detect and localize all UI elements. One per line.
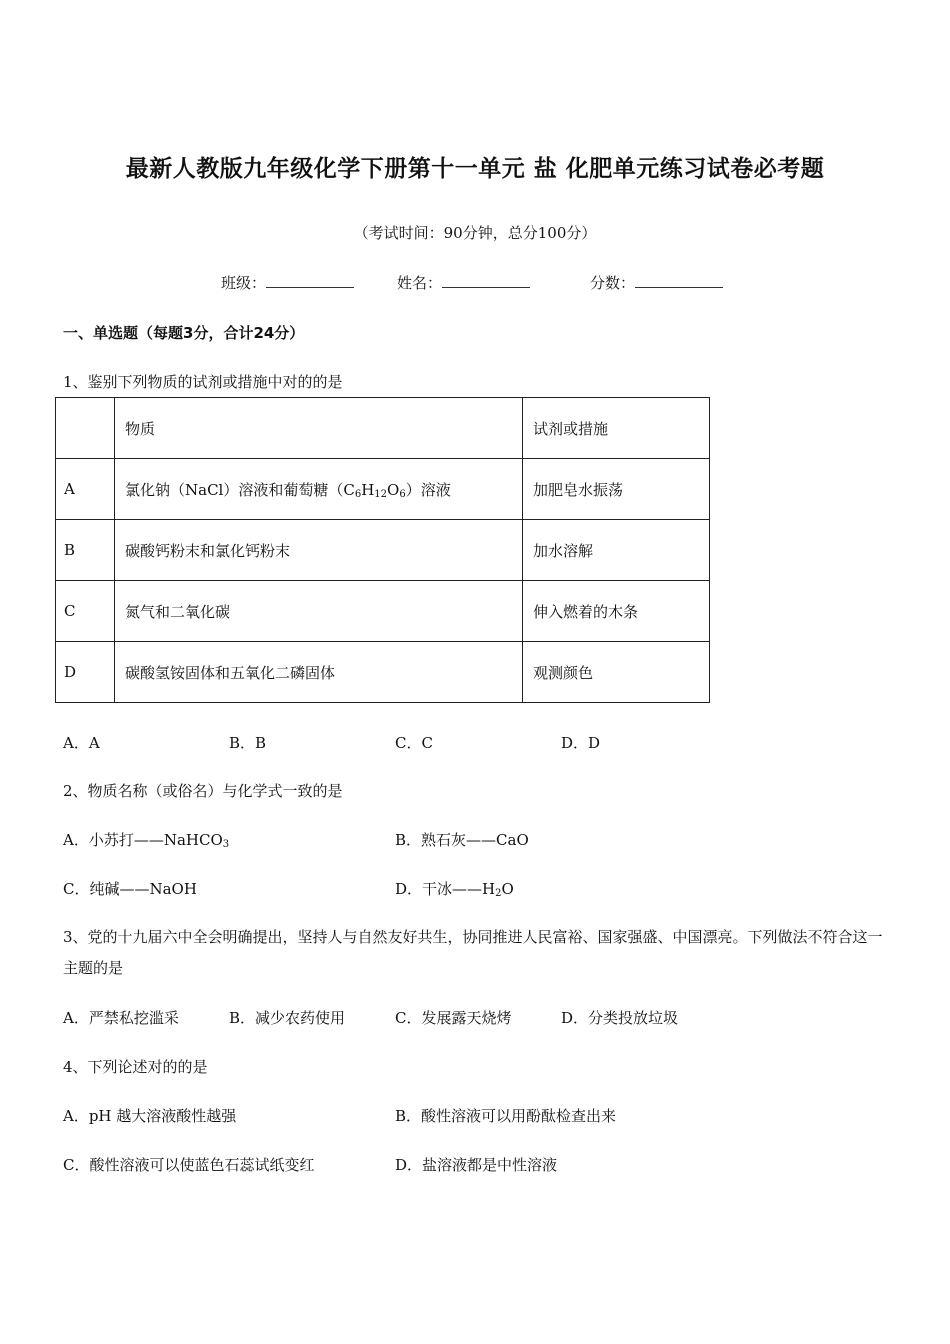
question-2-stem: 2、物质名称（或俗名）与化学式一致的是 — [63, 782, 343, 800]
section-heading: 一、单选题（每题3分，合计24分） — [63, 324, 305, 342]
table-row — [56, 642, 710, 703]
q4-option-a[interactable]: A．pH 越大溶液酸性越强 — [63, 1107, 237, 1125]
table-header-cell — [56, 398, 115, 459]
table-header-cell: 物质 — [115, 398, 523, 459]
question-3-stem: 3、党的十九届六中全会明确提出，坚持人与自然友好共生，协同推进人民富裕、国家强盛、中国漂亮。下列做法不符合这一主题的是 — [63, 928, 883, 977]
q4-option-d[interactable]: D．盐溶液都是中性溶液 — [395, 1156, 558, 1174]
q2-option-c[interactable]: C．纯碱——NaOH — [63, 880, 197, 898]
table-row — [56, 459, 710, 520]
row-label: C — [56, 581, 115, 642]
q2-option-a[interactable]: A．小苏打——NaHCO$_3$ — [63, 831, 230, 850]
class-blank[interactable] — [266, 273, 354, 288]
row-method: 伸入燃着的木条 — [523, 581, 710, 642]
class-field — [221, 272, 354, 293]
name-label: 姓名： — [397, 274, 443, 292]
q1-option-d[interactable]: D．D — [561, 734, 601, 752]
q2-option-b[interactable]: B．熟石灰——CaO — [395, 831, 529, 849]
class-label: 班级： — [221, 274, 267, 292]
question-1-table — [55, 397, 710, 703]
row-label: B — [56, 520, 115, 581]
row-method: 观测颜色 — [523, 642, 710, 703]
row-method: 加水溶解 — [523, 520, 710, 581]
q1-option-b[interactable]: B．B — [229, 734, 267, 752]
row-substance: 氯化钠（NaCl）溶液和葡萄糖$(C_6H_{12}O_6)$溶液 — [115, 459, 523, 520]
q3-option-a[interactable]: A．严禁私挖滥采 — [63, 1009, 179, 1027]
name-field — [397, 272, 530, 293]
score-field — [590, 272, 723, 293]
q3-option-d[interactable]: D．分类投放垃圾 — [561, 1009, 679, 1027]
name-blank[interactable] — [442, 273, 530, 288]
q4-option-b[interactable]: B．酸性溶液可以用酚酞检查出来 — [395, 1107, 617, 1125]
table-header-row — [56, 398, 710, 459]
question-4-stem: 4、下列论述对的的是 — [63, 1058, 208, 1076]
row-label: D — [56, 642, 115, 703]
q2-option-d[interactable]: D．干冰$——H_2O$ — [395, 880, 514, 899]
table-row — [56, 581, 710, 642]
q1-option-a[interactable]: A．A — [63, 734, 100, 752]
page-title: 最新人教版九年级化学下册第十一单元 盐 化肥单元练习试卷必考题 — [125, 156, 825, 182]
table-header-cell: 试剂或措施 — [523, 398, 710, 459]
q3-option-b[interactable]: B．减少农药使用 — [229, 1009, 346, 1027]
row-substance: 碳酸氢铵固体和五氧化二磷固体 — [115, 642, 523, 703]
q3-option-c[interactable]: C．发展露天烧烤 — [395, 1009, 512, 1027]
table-row — [56, 520, 710, 581]
score-label: 分数： — [590, 274, 636, 292]
q4-option-c[interactable]: C．酸性溶液可以使蓝色石蕊试纸变红 — [63, 1156, 315, 1174]
score-blank[interactable] — [635, 273, 723, 288]
question-1-stem: 1、鉴别下列物质的试剂或措施中对的的是 — [63, 373, 343, 391]
row-substance: 碳酸钙粉末和氯化钙粉末 — [115, 520, 523, 581]
row-label: A — [56, 459, 115, 520]
row-substance: 氮气和二氧化碳 — [115, 581, 523, 642]
q1-option-c[interactable]: C．C — [395, 734, 433, 752]
row-method: 加肥皂水振荡 — [523, 459, 710, 520]
exam-info: （考试时间：90分钟，总分100分） — [353, 224, 597, 242]
